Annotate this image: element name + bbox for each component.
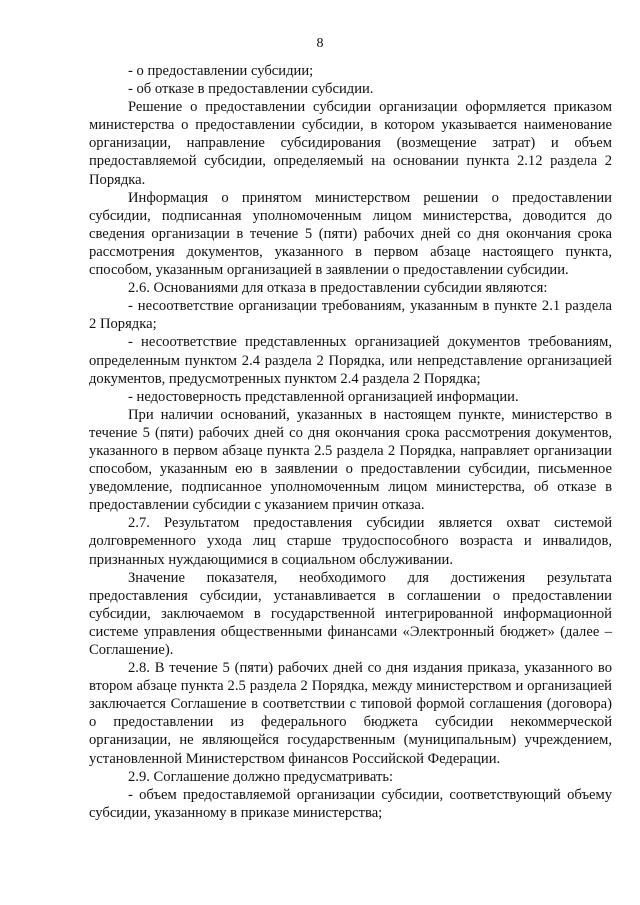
paragraph: 2.7. Результатом предоставления субсидии является охват системой долговременного ухода лиц старше трудоспособного возраста и инвалидов, признанных нуждающимися в социальном обслуживании. (89, 515, 612, 568)
paragraph: Значение показателя, необходимого для достижения результата предоставления субсидии, устанавливается в соглашении о предоставлении субсидии, заключаемом в государственной интегрированной информационной системе управления общественными финансами «Электронный бюджет» (далее – Соглашение). (89, 569, 612, 658)
document-body (89, 62, 612, 822)
paragraph: - о предоставлении субсидии; (128, 63, 314, 79)
paragraph: - объем предоставляемой организации субсидии, соответствующий объему субсидии, указанному в приказе министерства; (89, 786, 612, 821)
paragraph: При наличии оснований, указанных в настоящем пункте, министерство в течение 5 (пяти) рабочих дней со дня окончания срока рассмотрения документов, указанного в первом абзаце пункта 2.5 раздела 2 Порядка, направляет организации способом, указанным ею в заявлении о предоставлении субсидии, письменное уведомление, подписанное уполномоченным лицом министерства, об отказе в предоставлении субсидии с указанием причин отказа. (89, 406, 612, 514)
paragraph: Решение о предоставлении субсидии организации оформляется приказом министерства о предоставлении субсидии, в котором указывается наименование организации, направление субсидирования (возмещение затрат) и объем предоставляемой субсидии, определяемый на основании пункта 2.12 раздела 2 Порядка. (89, 99, 612, 188)
paragraph: 2.6. Основаниями для отказа в предоставлении субсидии являются: (128, 280, 548, 297)
paragraph: - об отказе в предоставлении субсидии. (128, 81, 374, 98)
paragraph: 2.9. Соглашение должно предусматривать: (128, 768, 394, 785)
paragraph: Информация о принятом министерством решении о предоставлении субсидии, подписанная уполномоченным лицом министерства, доводится до сведения организации в течение 5 (пяти) рабочих дней со дня окончания срока рассмотрения документов, указанного в первом абзаце настоящего пункта, способом, указанным организацией в заявлении о предоставлении субсидии. (89, 189, 612, 279)
paragraph: - несоответствие организации требованиям, указанным в пункте 2.1 раздела 2 Порядка; (89, 298, 612, 333)
paragraph: 2.8. В течение 5 (пяти) рабочих дней со дня издания приказа, указанного во втором абзаце пункта 2.5 раздела 2 Порядка, между министерством и организацией заключается Соглашение в соответствии с типовой формой соглашения (договора) о предоставлении из федерального бюджета субсидии некоммерческой организации, не являющейся государственным (муниципальным) учреждением, установленной Министерством финансов Российской Федерации. (89, 660, 612, 767)
paragraph: - недостоверность представленной организацией информации. (128, 388, 519, 405)
page-number: 8 (316, 36, 324, 51)
paragraph: - несоответствие представленных организацией документов требованиям, определенным пунктом 2.4 раздела 2 Порядка, или непредставление организацией документов, предусмотренных пунктом 2.4 раздела 2 Порядка; (89, 334, 612, 387)
